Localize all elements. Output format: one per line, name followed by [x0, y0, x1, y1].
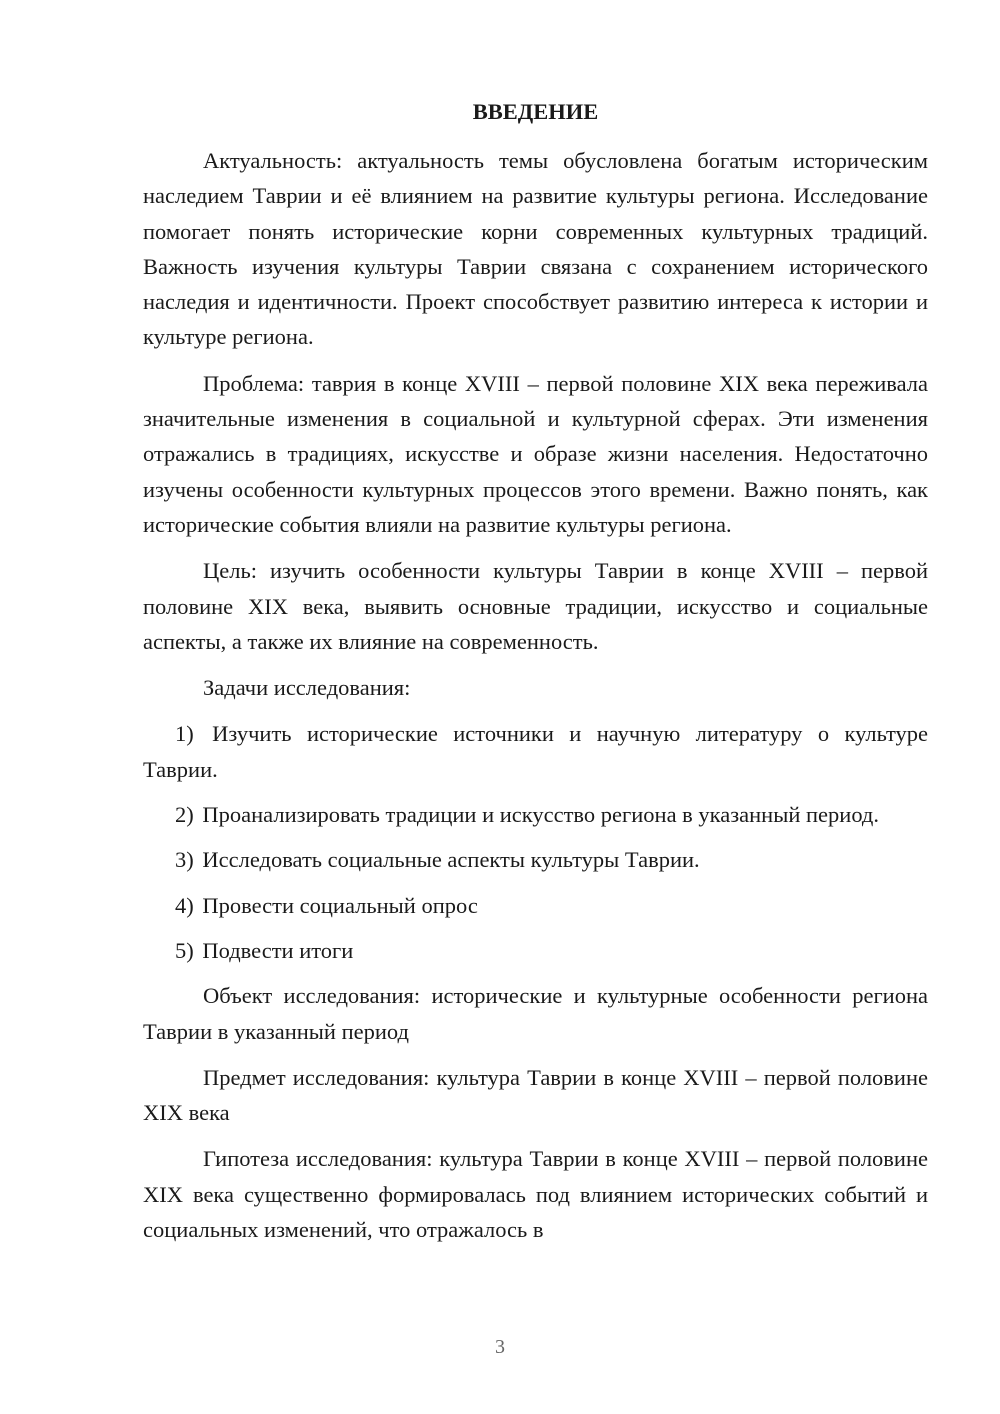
task-item	[143, 716, 928, 787]
task-item	[143, 842, 928, 877]
task-text: Изучить исторические источники и научную литературу о культуре Таврии.	[143, 721, 929, 782]
relevance-paragraph: Актуальность: актуальность темы обусловлена богатым историческим наследием Таврии и её влиянием на развитие культуры региона. Исследование помогает понять исторические корни современных культурных традиций. Важность изучения культуры Таврии связана с сохранением исторического наследия и идентичности. Проект способствует развитию интереса к истории и культуре региона.	[143, 148, 928, 350]
goal-paragraph: Цель: изучить особенности культуры Таврии в конце XVIII – первой половине XIX века, выявить основные традиции, искусство и социальные аспекты, а также их влияние на современность.	[143, 558, 928, 654]
task-text: Проанализировать традиции и искусство региона в указанный период.	[202, 802, 879, 828]
hypothesis-paragraph: Гипотеза исследования: культура Таврии в конце XVIII – первой половине XIX века существенно формировалась под влиянием исторических событий и социальных изменений, что отражалось в	[143, 1146, 928, 1243]
tasks-title: Задачи исследования:	[203, 675, 411, 701]
task-number: 5)	[175, 937, 194, 963]
section-heading: ВВЕДЕНИЕ	[472, 99, 599, 124]
task-item	[143, 888, 928, 923]
subject-paragraph: Предмет исследования: культура Таврии в конце XVIII – первой половине XIX века	[143, 1064, 928, 1126]
task-text: Исследовать социальные аспекты культуры Таврии.	[202, 847, 700, 873]
task-text: Провести социальный опрос	[202, 892, 478, 918]
task-number: 1)	[175, 721, 194, 747]
task-item	[143, 797, 928, 832]
task-number: 4)	[175, 892, 194, 918]
object-paragraph: Объект исследования: исторические и культурные особенности региона Таврии в указанный период	[143, 983, 928, 1044]
page-number: 3	[495, 1336, 505, 1358]
task-number: 2)	[175, 802, 194, 828]
page-content	[143, 94, 928, 1258]
task-text: Подвести итоги	[202, 937, 354, 963]
task-number: 3)	[175, 847, 194, 873]
problem-paragraph: Проблема: таврия в конце XVIII – первой половине XIX века переживала значительные изменения в социальной и культурной сферах. Эти изменения отражались в традициях, искусстве и образе жизни населения. Недостаточно изучены особенности культурных процессов этого времени. Важно понять, как исторические события влияли на развитие культуры региона.	[143, 370, 928, 537]
task-item	[143, 933, 928, 968]
